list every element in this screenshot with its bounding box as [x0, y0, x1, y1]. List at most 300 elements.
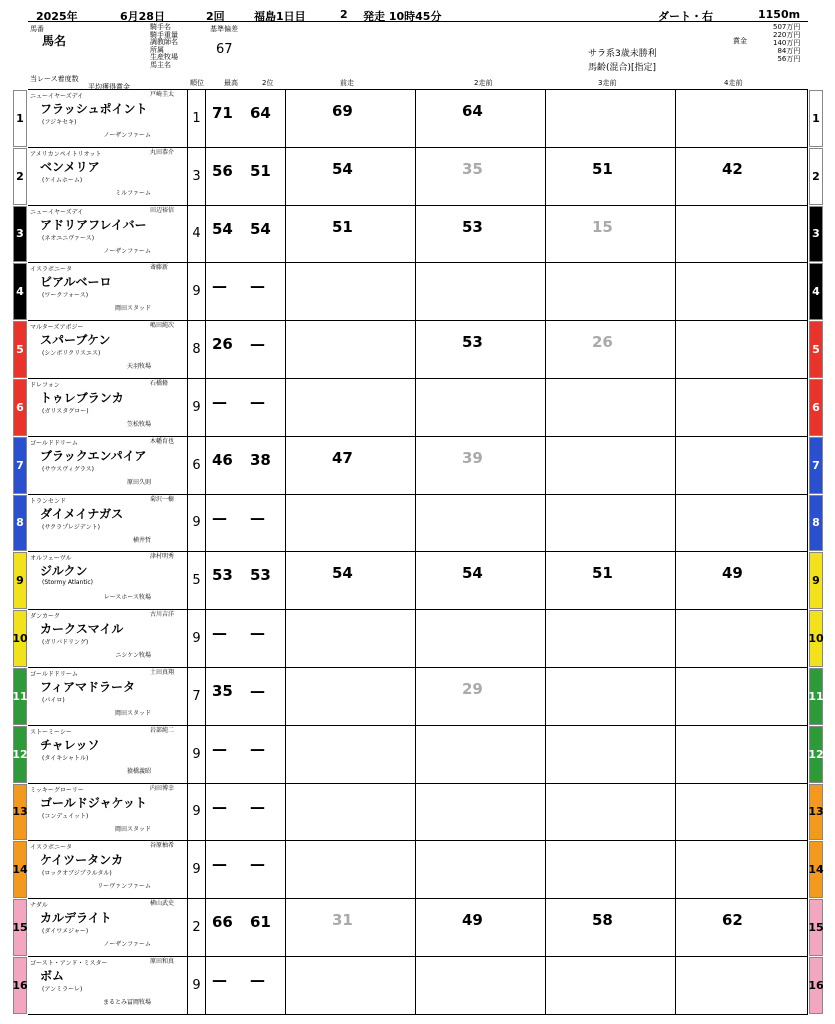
past-race-2	[416, 148, 546, 205]
past-race-1	[286, 610, 416, 667]
dam-sire: (サクラプレジデント)	[42, 523, 100, 531]
horse-number: 9	[809, 552, 823, 609]
jockey-name: 戸崎圭太	[150, 91, 175, 98]
second-figure: 51	[250, 161, 271, 180]
horse-number: 8	[13, 495, 27, 552]
past-race-2	[416, 726, 546, 783]
horse-row	[12, 957, 824, 1015]
dam-sire: (アンミラーレ)	[42, 986, 83, 993]
horse-info	[28, 610, 188, 667]
dam-sire: (ロックオブジブラルタル)	[42, 870, 112, 878]
dam-sire: (サウスヴィグラス)	[42, 465, 94, 473]
breeder-name: 岡田スタッド	[114, 710, 151, 717]
past-race-4	[676, 321, 808, 378]
horse-name: フィアマドラータ	[40, 680, 136, 694]
past-race-3	[546, 437, 676, 494]
speed-index	[206, 206, 286, 263]
second-figure: —	[250, 682, 265, 700]
horse-number: 6	[809, 379, 823, 436]
best-figure: —	[212, 277, 227, 296]
horse-name: ビアルベーロ	[40, 275, 112, 290]
breeder-name: ノーザンファーム	[103, 247, 151, 255]
second-figure: —	[250, 971, 265, 989]
race-figure: 49	[462, 911, 483, 930]
past-race-3	[546, 668, 676, 725]
jockey-name: 木幡育也	[150, 437, 175, 445]
race-start: 発走 10時45分	[363, 10, 442, 23]
horse-row	[16, 552, 820, 610]
race-year: 2025年	[36, 10, 78, 23]
breeder-name: ノーザンファーム	[103, 941, 151, 949]
horse-row	[16, 379, 820, 437]
race-figure: 29	[462, 680, 483, 698]
past-race-2	[416, 957, 546, 1014]
best-figure: —	[212, 855, 227, 874]
past-race-4	[676, 379, 808, 436]
speed-index	[206, 726, 286, 783]
breeder-name: 原田久則	[126, 478, 151, 486]
horse-rank: 9	[188, 263, 206, 320]
race-figure: 42	[722, 159, 743, 178]
past-race-3	[546, 552, 676, 609]
horse-name: スパーブケン	[40, 333, 111, 348]
race-round: 2回	[206, 10, 225, 23]
prize-label: 賞金	[733, 37, 747, 45]
col-r1: 前走	[340, 79, 354, 87]
past-race-1	[286, 552, 416, 609]
past-race-2	[416, 899, 546, 956]
best-figure: —	[212, 739, 227, 758]
horse-rank: 3	[188, 148, 206, 205]
horse-number: 7	[809, 437, 823, 494]
dam-sire: (フジキセキ)	[42, 119, 77, 126]
base-label: 基準偏差	[210, 25, 238, 33]
horse-number: 2	[809, 148, 823, 205]
speed-index	[206, 263, 286, 320]
past-race-4	[676, 610, 808, 667]
race-name: サラ系3歳未勝利	[588, 49, 657, 59]
horse-number: 10	[13, 610, 27, 667]
sire-name: ダンカーク	[30, 613, 61, 621]
past-race-3	[546, 726, 676, 783]
dam-sire: (ガリスタグロー)	[42, 408, 89, 415]
second-figure: —	[250, 739, 265, 758]
horse-name: ブラックエンパイア	[40, 448, 147, 463]
horse-info	[28, 957, 188, 1014]
past-race-2	[416, 437, 546, 494]
best-figure: 26	[212, 335, 233, 354]
past-race-1	[286, 495, 416, 552]
horse-name: カークスマイル	[40, 622, 124, 637]
horse-rank: 7	[188, 668, 206, 725]
past-race-3	[546, 90, 676, 147]
horse-name: ケイツータンカ	[40, 853, 124, 868]
race-figure: 39	[462, 448, 483, 467]
sire-name: イスラボニータ	[30, 844, 72, 852]
sire-name: イスラボニータ	[30, 266, 72, 274]
race-figure: 69	[332, 102, 353, 120]
best-figure: —	[212, 797, 227, 816]
horse-number: 1	[809, 90, 823, 147]
speed-index	[206, 841, 286, 898]
past-race-2	[416, 379, 546, 436]
horse-rank: 9	[188, 841, 206, 898]
horse-rank: 2	[188, 899, 206, 956]
best-figure: 35	[212, 682, 233, 700]
race-figure: 49	[722, 564, 743, 583]
sire-name: アメリカンペイトリオット	[30, 150, 102, 158]
past-race-2	[416, 321, 546, 378]
horse-rank: 4	[188, 206, 206, 263]
race-figure: 53	[462, 333, 483, 352]
race-figure: 53	[462, 217, 483, 236]
horse-info	[28, 206, 188, 263]
jockey-name: 土田真翔	[150, 669, 175, 676]
race-date: 6月28日	[120, 10, 165, 23]
column-header	[28, 22, 808, 90]
race-number: 2	[340, 8, 348, 21]
past-race-4	[676, 148, 808, 205]
speed-index	[206, 148, 286, 205]
jockey-name: 横山武史	[150, 900, 175, 908]
horse-rank: 1	[188, 90, 206, 147]
horse-name: フラッシュポイント	[40, 102, 148, 116]
past-race-3	[546, 495, 676, 552]
past-race-3	[546, 379, 676, 436]
horse-rank: 9	[188, 610, 206, 667]
horse-number: 13	[809, 784, 823, 841]
best-figure: —	[212, 508, 227, 527]
dam-sire: (Stormy Atlantic)	[42, 579, 93, 587]
race-venue: 福島1日目	[254, 10, 306, 23]
horse-row	[12, 784, 824, 842]
second-figure: —	[250, 508, 265, 527]
speed-index	[206, 552, 286, 609]
horse-row	[16, 90, 820, 148]
past-race-4	[676, 206, 808, 263]
best-figure: 66	[212, 913, 233, 932]
speed-index	[206, 610, 286, 667]
horse-rank: 9	[188, 957, 206, 1014]
breeder-name: 横井哲	[132, 536, 151, 544]
best-figure: 56	[212, 161, 233, 180]
horse-info	[28, 552, 188, 609]
past-race-4	[676, 668, 808, 725]
past-race-3	[546, 784, 676, 841]
speed-index	[206, 321, 286, 378]
speed-index	[206, 957, 286, 1014]
best-figure: —	[212, 971, 227, 989]
second-figure: —	[250, 393, 265, 411]
second-figure: 38	[250, 450, 271, 469]
past-race-2	[416, 668, 546, 725]
race-distance: 1150m	[758, 8, 801, 21]
past-race-4	[676, 552, 808, 609]
horse-info	[28, 437, 188, 494]
horse-rank: 9	[188, 495, 206, 552]
prize-list: 507万円 220万円 140万円 84万円 56万円	[773, 23, 801, 63]
horse-name-label: 馬名	[42, 34, 67, 48]
past-race-3	[546, 206, 676, 263]
horse-number: 13	[13, 784, 27, 841]
horse-row	[16, 437, 820, 495]
sire-name: マルターズアポジー	[30, 324, 84, 332]
horse-name: アドリアフレイバー	[40, 217, 147, 232]
jockey-name: 丸田恭介	[150, 148, 175, 156]
sire-name: ニューイヤーズデイ	[30, 93, 84, 100]
horse-name: ダイメイナガス	[40, 506, 124, 521]
race-figure: 54	[332, 159, 353, 178]
past-race-3	[546, 610, 676, 667]
past-race-1	[286, 90, 416, 147]
col-second: 2位	[262, 79, 274, 87]
horse-number: 2	[13, 148, 27, 205]
horse-number: 12	[809, 726, 823, 783]
avg-prize-label: 平均獲得賞金	[88, 83, 130, 91]
horse-rank: 9	[188, 784, 206, 841]
dam-sire: (ダイワメジャー)	[42, 928, 89, 936]
race-figure: 26	[592, 333, 613, 352]
horse-number: 3	[809, 206, 823, 263]
speed-index	[206, 90, 286, 147]
sire-name: ナダル	[30, 902, 48, 910]
race-figure: 15	[592, 217, 613, 236]
horse-number: 11	[13, 668, 27, 725]
dam-sire: (ガリバドリング)	[42, 639, 89, 647]
dam-sire: (ネオユニヴァース)	[42, 234, 95, 242]
horse-rank: 5	[188, 552, 206, 609]
past-race-4	[676, 899, 808, 956]
horse-rank: 8	[188, 321, 206, 378]
horse-name: ジルクン	[40, 564, 88, 579]
past-race-2	[416, 784, 546, 841]
horse-info	[28, 899, 188, 956]
second-figure: —	[250, 277, 265, 296]
horse-name: ボム	[40, 969, 65, 983]
sire-name: ミッキーグローリー	[30, 786, 84, 794]
past-race-1	[286, 784, 416, 841]
sire-name: ゴールドドリーム	[30, 671, 78, 678]
past-race-3	[546, 957, 676, 1014]
horse-number: 16	[13, 957, 27, 1014]
horse-number: 5	[13, 321, 27, 378]
breeder-name: ミルファーム	[115, 189, 151, 197]
side-label: 馬番	[30, 25, 44, 33]
sire-name: ストーミーシー	[30, 728, 72, 736]
second-figure: 54	[250, 219, 271, 238]
horse-info	[28, 90, 188, 147]
best-figure: 71	[212, 104, 233, 122]
past-race-4	[676, 495, 808, 552]
sire-name: ゴールドドリーム	[30, 439, 78, 447]
horse-info	[28, 841, 188, 898]
past-race-4	[676, 90, 808, 147]
dam-sire: (ワークフォース)	[42, 292, 89, 300]
jockey-name: 岩部純二	[150, 726, 175, 734]
breeder-name: まるとみ冨岡牧場	[102, 999, 151, 1006]
sire-name: ゴースト・アンド・ミスター	[30, 960, 108, 967]
horse-number: 7	[13, 437, 27, 494]
jockey-name: 田辺裕信	[150, 206, 175, 214]
horse-number: 16	[809, 957, 823, 1014]
past-race-4	[676, 437, 808, 494]
race-figure: 54	[332, 564, 353, 583]
horse-info	[28, 148, 188, 205]
second-figure: 53	[250, 566, 271, 585]
past-race-3	[546, 148, 676, 205]
best-figure: 54	[212, 219, 233, 238]
breeder-name: 岡田スタッド	[114, 825, 151, 833]
race-figure: 51	[332, 217, 353, 236]
second-figure: —	[250, 855, 265, 874]
jockey-name: 石橋脩	[150, 380, 169, 387]
jockey-name: 菊沢一樹	[150, 495, 175, 503]
horse-row	[12, 841, 824, 899]
past-race-2	[416, 552, 546, 609]
sire-name: オルフェーヴル	[30, 555, 72, 563]
second-figure: —	[250, 335, 265, 354]
col-r4: 4走前	[724, 79, 743, 87]
speed-index	[206, 899, 286, 956]
breeder-name: ニシケン牧場	[115, 652, 151, 660]
horse-number: 15	[13, 899, 27, 956]
horse-row	[12, 668, 824, 726]
past-race-1	[286, 206, 416, 263]
horse-row	[16, 495, 820, 553]
horse-row	[12, 610, 824, 668]
horse-number: 15	[809, 899, 823, 956]
past-race-2	[416, 206, 546, 263]
jockey-name: 津村明秀	[150, 553, 175, 561]
horse-number: 1	[13, 90, 27, 147]
race-figure: 54	[462, 564, 483, 583]
horse-row	[16, 148, 820, 206]
horse-number: 6	[13, 379, 27, 436]
horse-number: 10	[809, 610, 823, 667]
breeder-name: 笠松牧場	[126, 421, 151, 428]
history-label: 当レース着度数	[30, 75, 79, 83]
col-r3: 3走前	[598, 79, 617, 87]
race-figure: 51	[592, 564, 613, 583]
past-race-1	[286, 263, 416, 320]
past-race-3	[546, 321, 676, 378]
horse-info	[28, 726, 188, 783]
horse-rank: 9	[188, 379, 206, 436]
race-figure: 35	[462, 159, 483, 178]
past-race-2	[416, 841, 546, 898]
horse-number: 11	[809, 668, 823, 725]
speed-index	[206, 668, 286, 725]
horse-number: 4	[809, 263, 823, 320]
horse-info	[28, 379, 188, 436]
sire-name: ドレフォン	[30, 382, 60, 389]
past-race-1	[286, 957, 416, 1014]
horse-number: 14	[809, 841, 823, 898]
horse-number: 3	[13, 206, 27, 263]
race-figure: 62	[722, 911, 743, 930]
race-course: ダート・右	[658, 10, 713, 23]
speed-index	[206, 379, 286, 436]
speed-index	[206, 495, 286, 552]
past-race-2	[416, 610, 546, 667]
race-figure: 31	[332, 911, 353, 930]
speed-index	[206, 437, 286, 494]
horse-name: カルデライト	[40, 911, 112, 926]
past-race-4	[676, 841, 808, 898]
past-race-1	[286, 726, 416, 783]
dam-sire: (タイキシャトル)	[42, 754, 89, 762]
past-race-2	[416, 90, 546, 147]
col-best: 最高	[224, 79, 238, 87]
past-race-1	[286, 437, 416, 494]
horse-number: 8	[809, 495, 823, 552]
sire-name: トランセンド	[30, 497, 67, 505]
past-race-3	[546, 899, 676, 956]
horse-number: 4	[13, 263, 27, 320]
breeder-name: レースホース牧場	[103, 594, 151, 602]
breeder-name: 岡田スタッド	[114, 305, 151, 313]
horse-number: 9	[13, 552, 27, 609]
past-race-1	[286, 321, 416, 378]
second-figure: 64	[250, 104, 271, 122]
sire-name: ニューイヤーズデイ	[30, 208, 84, 216]
best-figure: —	[212, 393, 227, 411]
horse-number: 12	[13, 726, 27, 783]
past-race-3	[546, 841, 676, 898]
horse-row	[12, 899, 824, 957]
past-race-2	[416, 495, 546, 552]
past-race-3	[546, 263, 676, 320]
best-figure: 46	[212, 450, 233, 469]
past-race-1	[286, 379, 416, 436]
horse-number: 14	[13, 841, 27, 898]
horse-name: トゥレブランカ	[40, 391, 124, 405]
race-figure: 47	[332, 448, 353, 467]
race-cond: 馬齢(混合)[指定]	[588, 63, 657, 73]
horse-rank: 9	[188, 726, 206, 783]
past-race-1	[286, 899, 416, 956]
horse-info	[28, 263, 188, 320]
horse-info	[28, 495, 188, 552]
breeder-name: 天羽牧場	[126, 363, 151, 371]
second-figure: 61	[250, 913, 271, 932]
horse-info	[28, 321, 188, 378]
past-race-4	[676, 263, 808, 320]
horse-name: ベンメリア	[40, 159, 100, 174]
past-race-4	[676, 726, 808, 783]
horse-name: ゴールドジャケット	[40, 795, 147, 810]
dam-sire: (シンボリクリスエス)	[42, 350, 101, 358]
breeder-name: ノーザンファーム	[103, 132, 151, 139]
dam-sire: (コンデュイット)	[42, 812, 89, 820]
past-race-4	[676, 784, 808, 841]
breeder-name: リーヴァンファーム	[97, 883, 151, 891]
past-race-4	[676, 957, 808, 1014]
jockey-label: 騎手名 騎手重量 調教師名 所属 生産牧場 馬主名	[150, 23, 178, 69]
race-figure: 64	[462, 102, 483, 120]
horse-row	[16, 263, 820, 321]
base-value: 67	[216, 42, 233, 57]
race-figure: 58	[592, 911, 613, 930]
best-figure: 53	[212, 566, 233, 585]
horse-row	[12, 726, 824, 784]
jockey-name: 内田博幸	[150, 784, 175, 792]
horse-info	[28, 668, 188, 725]
race-header	[28, 8, 808, 22]
past-race-1	[286, 148, 416, 205]
horse-number: 5	[809, 321, 823, 378]
jockey-name: 原田和真	[150, 958, 175, 965]
